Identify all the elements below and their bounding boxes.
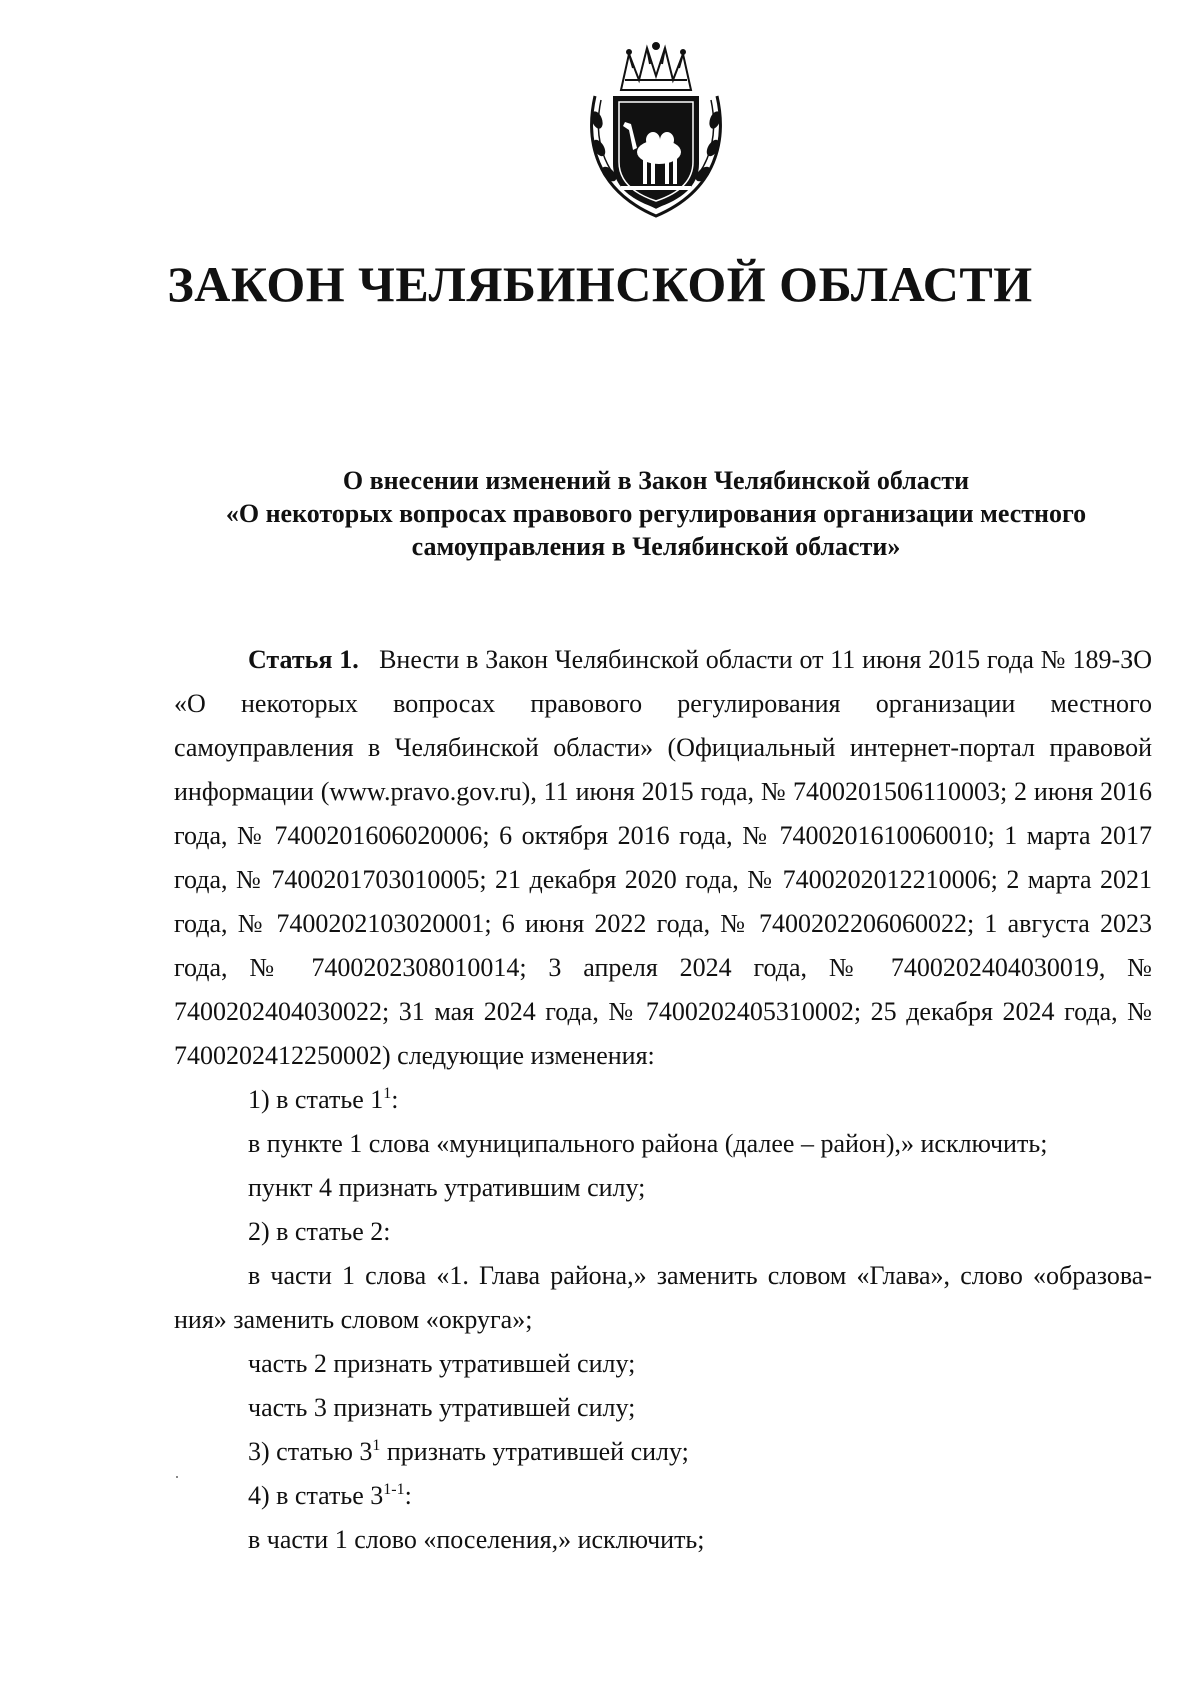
law-body bbox=[174, 638, 1152, 1562]
amendment-item: часть 2 признать утратившей силу; bbox=[248, 1349, 636, 1378]
amendment-text: 1) в статье 1 bbox=[248, 1085, 384, 1114]
superscript: 1 bbox=[372, 1437, 381, 1454]
amendment-item: часть 3 признать утратившей силу; bbox=[248, 1393, 636, 1422]
amendment-text: 4) в статье 3 bbox=[248, 1481, 384, 1510]
amendment-text: : bbox=[404, 1481, 412, 1510]
superscript: 1 bbox=[383, 1085, 392, 1102]
article-intro: Внести в Закон Челябинской области от 11 июня 2015 года № 189-ЗО «О некоторых вопросах правового регулирования организации местного самоуправления в Челябинской области» (Официальный интернет-портал правовой информации (www.pravo.gov.ru), 11 июня 2015 года, № 7400201506110003; 2 июня 2016 года, № 7400201606020006; 6 октября 2016 года, № 7400201610060010; 1 марта 2017 года, № 7400201703010005; 21 декабря 2020 года, № 7400202012210006; 2 марта 2021 года, № 7400202103020001; 6 июня 2022 года, № 7400202206060022; 1 августа 2023 года, № 7400202308010014; 3 апреля 2024 года, № 7400202404030019, № 7400202404030022; 31 мая 2024 года, № 7400202405310002; 25 декабря 2024 года, № 7400202412250002) следующие изменения: bbox=[174, 645, 1153, 1070]
amendment-text: 3) статью 3 bbox=[248, 1437, 373, 1466]
law-subject bbox=[120, 464, 1192, 563]
article-label: Статья 1. bbox=[248, 645, 359, 674]
subject-line: О внесении изменений в Закон Челябинской области bbox=[342, 466, 970, 495]
amendment-item: пункт 4 признать утратившим силу; bbox=[248, 1173, 646, 1202]
amendment-item: в части 1 слова «1. Глава района,» заменить словом «Глава», слово «образова-ния» заменить словом «округа»; bbox=[174, 1261, 1152, 1334]
amendment-item: в пункте 1 слова «муниципального района (далее – район),» исключить; bbox=[248, 1129, 1048, 1158]
scan-speck bbox=[176, 1476, 178, 1478]
subject-line: самоуправления в Челябинской области» bbox=[411, 532, 901, 561]
article-1-paragraph bbox=[174, 638, 1152, 1078]
amendment-item bbox=[174, 1474, 1152, 1518]
superscript: 1-1 bbox=[383, 1481, 405, 1498]
amendment-item bbox=[174, 1078, 1152, 1122]
law-title: ЗАКОН ЧЕЛЯБИНСКОЙ ОБЛАСТИ bbox=[167, 256, 1033, 312]
amendment-text: : bbox=[391, 1085, 399, 1114]
amendment-item: в части 1 слово «поселения,» исключить; bbox=[248, 1525, 705, 1554]
amendment-item bbox=[174, 1430, 1152, 1474]
amendment-text: признать утратившей силу; bbox=[380, 1437, 689, 1466]
chelyabinsk-region-coat-of-arms-icon bbox=[581, 40, 731, 220]
amendment-item: 2) в статье 2: bbox=[248, 1217, 391, 1246]
subject-line: «О некоторых вопросах правового регулирования организации местного bbox=[225, 499, 1087, 528]
